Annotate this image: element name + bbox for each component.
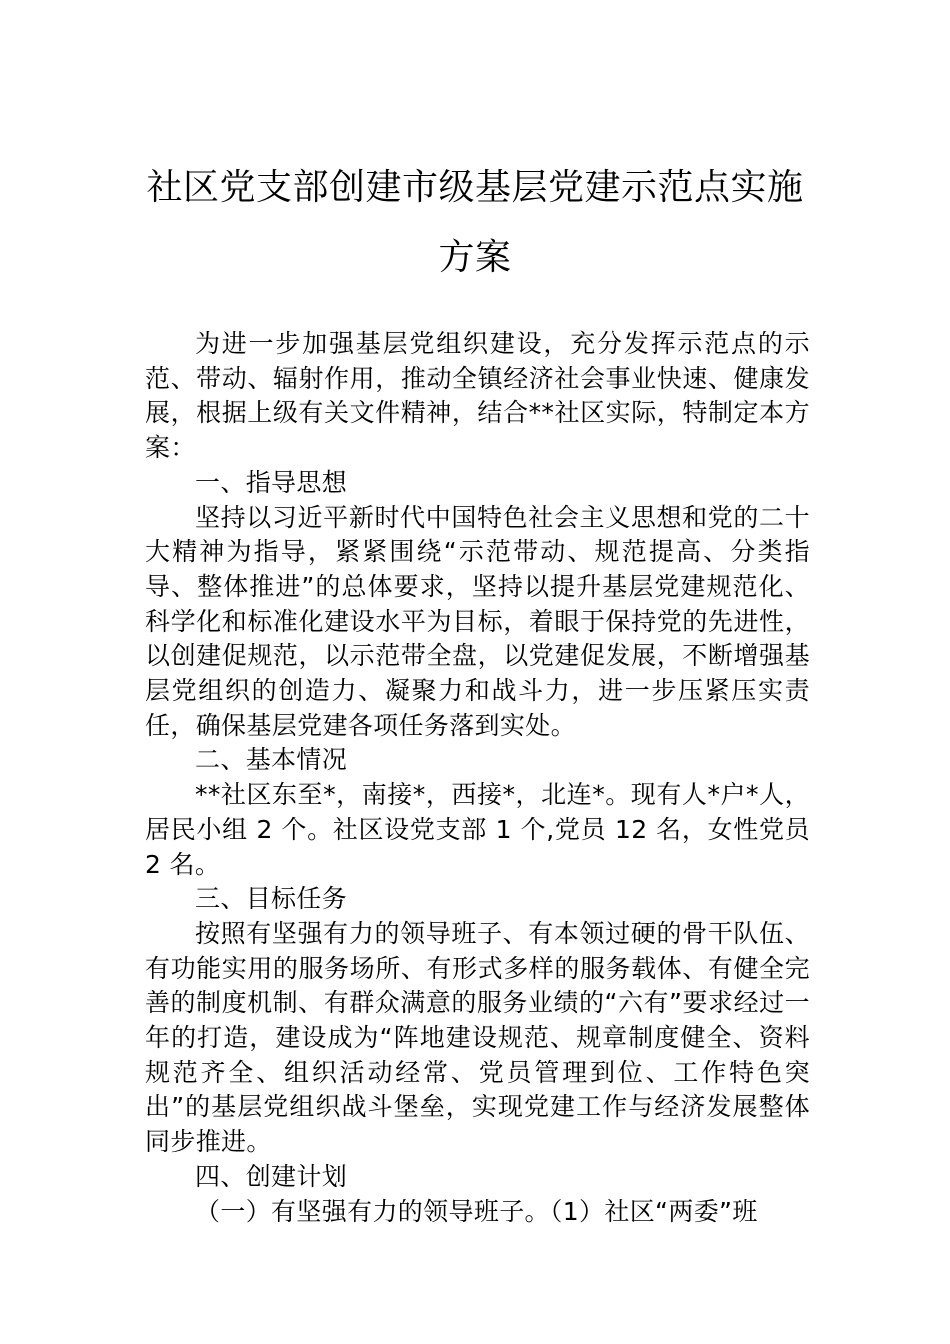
guiding-ideology-paragraph: 坚持以习近平新时代中国特色社会主义思想和党的二十大精神为指导，紧紧围绕“示范带动、规范提高、分类指导、整体推进”的总体要求，坚持以提升基层党建规范化、科学化和标准化建设水平为目标，着眼于保持党的先进性，以创建促规范，以示范带全盘，以党建促发展，不断增强基层党组织的创造力、凝聚力和战斗力，进一步压紧压实责任，确保基层党建各项任务落到实处。	[145, 502, 810, 740]
document-title-line-1: 社区党支部创建市级基层党建示范点实施	[146, 167, 804, 208]
section-heading-guiding-ideology: 一、指导思想	[195, 467, 348, 497]
goals-paragraph: 按照有坚强有力的领导班子、有本领过硬的骨干队伍、有功能实用的服务场所、有形式多样的服务载体、有健全完善的制度机制、有群众满意的服务业绩的“六有”要求经过一年的打造，建设成为“阵地建设规范、规章制度健全、资料规范齐全、组织活动经常、党员管理到位、工作特色突出”的基层党组织战斗堡垒，实现党建工作与经济发展整体同步推进。	[145, 918, 810, 1157]
section-heading-goals: 三、目标任务	[195, 884, 348, 914]
plan-paragraph-1: （一）有坚强有力的领导班子。（1）社区“两委”班	[195, 1196, 758, 1226]
document-body	[145, 327, 810, 1229]
document-title-line-2: 方案	[438, 237, 512, 278]
section-heading-basic-situation: 二、基本情况	[195, 745, 348, 775]
basic-situation-paragraph: **社区东至*，南接*，西接*，北连*。现有人*户*人，居民小组 2 个。社区设党支部 1 个,党员 12 名，女性党员 2 名。	[145, 780, 810, 879]
section-heading-plan: 四、创建计划	[195, 1161, 348, 1191]
intro-paragraph: 为进一步加强基层党组织建设，充分发挥示范点的示范、带动、辐射作用，推动全镇经济社会事业快速、健康发展，根据上级有关文件精神，结合**社区实际，特制定本方案：	[145, 329, 810, 463]
